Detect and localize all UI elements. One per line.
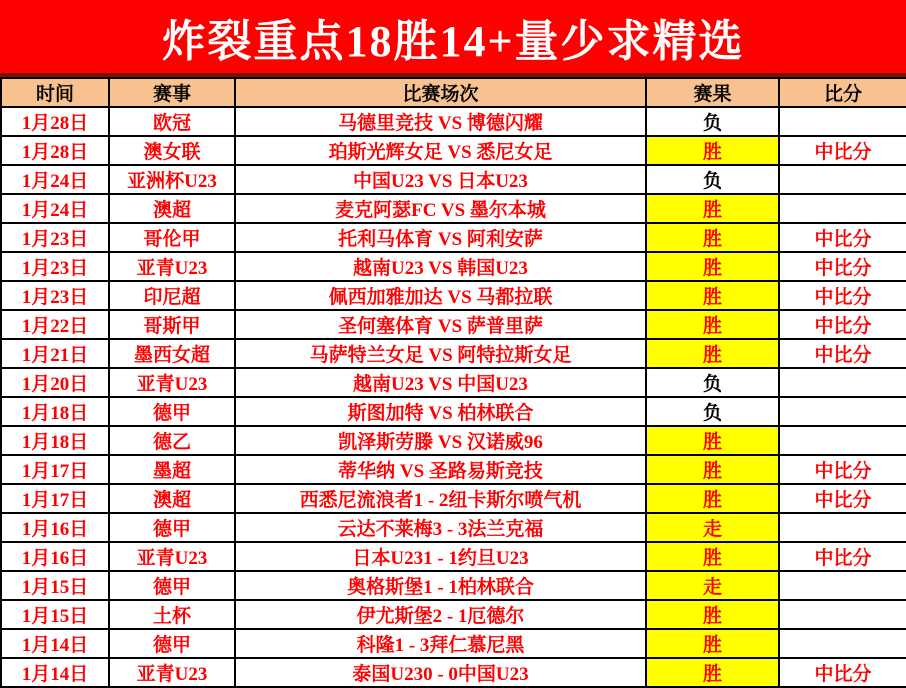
col-header-score: 比分 bbox=[779, 78, 906, 107]
result-cell: 走 bbox=[646, 571, 779, 600]
header-row bbox=[1, 78, 906, 107]
match-cell: 蒂华纳 VS 圣路易斯竞技 bbox=[235, 455, 646, 484]
result-cell: 走 bbox=[646, 513, 779, 542]
match-cell: 佩西加雅加达 VS 马都拉联 bbox=[235, 281, 646, 310]
result-cell: 胜 bbox=[646, 281, 779, 310]
league-cell: 亚洲杯U23 bbox=[109, 165, 235, 194]
score-cell bbox=[779, 397, 906, 426]
result-cell: 胜 bbox=[646, 252, 779, 281]
league-cell: 土杯 bbox=[109, 600, 235, 629]
result-cell: 负 bbox=[646, 368, 779, 397]
score-cell: 中比分 bbox=[779, 339, 906, 368]
result-cell: 负 bbox=[646, 107, 779, 136]
match-cell: 泰国U230 - 0中国U23 bbox=[235, 658, 646, 687]
match-cell: 伊尤斯堡2 - 1厄德尔 bbox=[235, 600, 646, 629]
result-cell: 胜 bbox=[646, 600, 779, 629]
league-cell: 德乙 bbox=[109, 426, 235, 455]
match-cell: 日本U231 - 1约旦U23 bbox=[235, 542, 646, 571]
result-cell: 负 bbox=[646, 397, 779, 426]
match-cell: 圣何塞体育 VS 萨普里萨 bbox=[235, 310, 646, 339]
match-cell: 凯泽斯劳滕 VS 汉诺威96 bbox=[235, 426, 646, 455]
date-cell: 1月18日 bbox=[1, 397, 109, 426]
league-cell: 亚青U23 bbox=[109, 368, 235, 397]
table-row bbox=[1, 397, 906, 426]
page-title: 炸裂重点18胜14+量少求精选 bbox=[161, 16, 745, 66]
table-row bbox=[1, 281, 906, 310]
table-row bbox=[1, 571, 906, 600]
date-cell: 1月28日 bbox=[1, 136, 109, 165]
match-cell: 麦克阿瑟FC VS 墨尔本城 bbox=[235, 194, 646, 223]
col-header-league: 赛事 bbox=[109, 78, 235, 107]
result-cell: 胜 bbox=[646, 542, 779, 571]
date-cell: 1月15日 bbox=[1, 600, 109, 629]
league-cell: 印尼超 bbox=[109, 281, 235, 310]
col-header-time: 时间 bbox=[1, 78, 109, 107]
table-row bbox=[1, 455, 906, 484]
score-cell: 中比分 bbox=[779, 252, 906, 281]
match-cell: 斯图加特 VS 柏林联合 bbox=[235, 397, 646, 426]
date-cell: 1月24日 bbox=[1, 194, 109, 223]
date-cell: 1月17日 bbox=[1, 455, 109, 484]
league-cell: 墨超 bbox=[109, 455, 235, 484]
league-cell: 澳女联 bbox=[109, 136, 235, 165]
table-row bbox=[1, 629, 906, 658]
table-row bbox=[1, 600, 906, 629]
result-cell: 胜 bbox=[646, 194, 779, 223]
match-cell: 珀斯光辉女足 VS 悉尼女足 bbox=[235, 136, 646, 165]
result-cell: 胜 bbox=[646, 658, 779, 687]
league-cell: 亚青U23 bbox=[109, 658, 235, 687]
league-cell: 哥伦甲 bbox=[109, 223, 235, 252]
score-cell bbox=[779, 368, 906, 397]
score-cell: 中比分 bbox=[779, 281, 906, 310]
date-cell: 1月16日 bbox=[1, 513, 109, 542]
table-row bbox=[1, 368, 906, 397]
result-cell: 胜 bbox=[646, 136, 779, 165]
result-cell: 胜 bbox=[646, 426, 779, 455]
match-cell: 科隆1 - 3拜仁慕尼黑 bbox=[235, 629, 646, 658]
score-cell bbox=[779, 107, 906, 136]
results-table bbox=[0, 77, 906, 688]
league-cell: 澳超 bbox=[109, 484, 235, 513]
league-cell: 亚青U23 bbox=[109, 542, 235, 571]
table-row bbox=[1, 426, 906, 455]
league-cell: 德甲 bbox=[109, 571, 235, 600]
date-cell: 1月14日 bbox=[1, 658, 109, 687]
score-cell bbox=[779, 513, 906, 542]
date-cell: 1月20日 bbox=[1, 368, 109, 397]
result-cell: 胜 bbox=[646, 339, 779, 368]
date-cell: 1月14日 bbox=[1, 629, 109, 658]
table-row bbox=[1, 165, 906, 194]
match-cell: 中国U23 VS 日本U23 bbox=[235, 165, 646, 194]
result-cell: 胜 bbox=[646, 455, 779, 484]
match-cell: 托利马体育 VS 阿利安萨 bbox=[235, 223, 646, 252]
table-row bbox=[1, 339, 906, 368]
date-cell: 1月16日 bbox=[1, 542, 109, 571]
result-cell: 胜 bbox=[646, 629, 779, 658]
table-row bbox=[1, 252, 906, 281]
result-cell: 胜 bbox=[646, 223, 779, 252]
league-cell: 亚青U23 bbox=[109, 252, 235, 281]
table-body bbox=[1, 107, 906, 687]
date-cell: 1月23日 bbox=[1, 281, 109, 310]
date-cell: 1月18日 bbox=[1, 426, 109, 455]
result-cell: 胜 bbox=[646, 310, 779, 339]
league-cell: 哥斯甲 bbox=[109, 310, 235, 339]
date-cell: 1月23日 bbox=[1, 252, 109, 281]
score-cell: 中比分 bbox=[779, 136, 906, 165]
match-cell: 马萨特兰女足 VS 阿特拉斯女足 bbox=[235, 339, 646, 368]
result-cell: 负 bbox=[646, 165, 779, 194]
table-row bbox=[1, 484, 906, 513]
match-cell: 越南U23 VS 中国U23 bbox=[235, 368, 646, 397]
score-cell: 中比分 bbox=[779, 484, 906, 513]
league-cell: 墨西女超 bbox=[109, 339, 235, 368]
league-cell: 德甲 bbox=[109, 397, 235, 426]
table-row bbox=[1, 542, 906, 571]
table-row bbox=[1, 310, 906, 339]
score-cell bbox=[779, 600, 906, 629]
match-cell: 奥格斯堡1 - 1柏林联合 bbox=[235, 571, 646, 600]
date-cell: 1月22日 bbox=[1, 310, 109, 339]
result-cell: 胜 bbox=[646, 484, 779, 513]
col-header-match: 比赛场次 bbox=[235, 78, 646, 107]
score-cell: 中比分 bbox=[779, 310, 906, 339]
league-cell: 澳超 bbox=[109, 194, 235, 223]
date-cell: 1月28日 bbox=[1, 107, 109, 136]
banner bbox=[0, 0, 906, 77]
score-cell bbox=[779, 165, 906, 194]
date-cell: 1月17日 bbox=[1, 484, 109, 513]
match-cell: 越南U23 VS 韩国U23 bbox=[235, 252, 646, 281]
score-cell bbox=[779, 571, 906, 600]
score-cell: 中比分 bbox=[779, 658, 906, 687]
date-cell: 1月23日 bbox=[1, 223, 109, 252]
table-row bbox=[1, 223, 906, 252]
score-cell bbox=[779, 194, 906, 223]
col-header-result: 赛果 bbox=[646, 78, 779, 107]
table-row bbox=[1, 136, 906, 165]
score-cell: 中比分 bbox=[779, 542, 906, 571]
league-cell: 德甲 bbox=[109, 629, 235, 658]
match-cell: 云达不莱梅3 - 3法兰克福 bbox=[235, 513, 646, 542]
table-row bbox=[1, 658, 906, 687]
table-row bbox=[1, 513, 906, 542]
match-cell: 西悉尼流浪者1 - 2纽卡斯尔喷气机 bbox=[235, 484, 646, 513]
date-cell: 1月21日 bbox=[1, 339, 109, 368]
score-cell bbox=[779, 426, 906, 455]
score-cell bbox=[779, 629, 906, 658]
score-cell: 中比分 bbox=[779, 455, 906, 484]
date-cell: 1月15日 bbox=[1, 571, 109, 600]
table-row bbox=[1, 194, 906, 223]
score-cell: 中比分 bbox=[779, 223, 906, 252]
table-row bbox=[1, 107, 906, 136]
league-cell: 德甲 bbox=[109, 513, 235, 542]
league-cell: 欧冠 bbox=[109, 107, 235, 136]
date-cell: 1月24日 bbox=[1, 165, 109, 194]
match-cell: 马德里竞技 VS 博德闪耀 bbox=[235, 107, 646, 136]
